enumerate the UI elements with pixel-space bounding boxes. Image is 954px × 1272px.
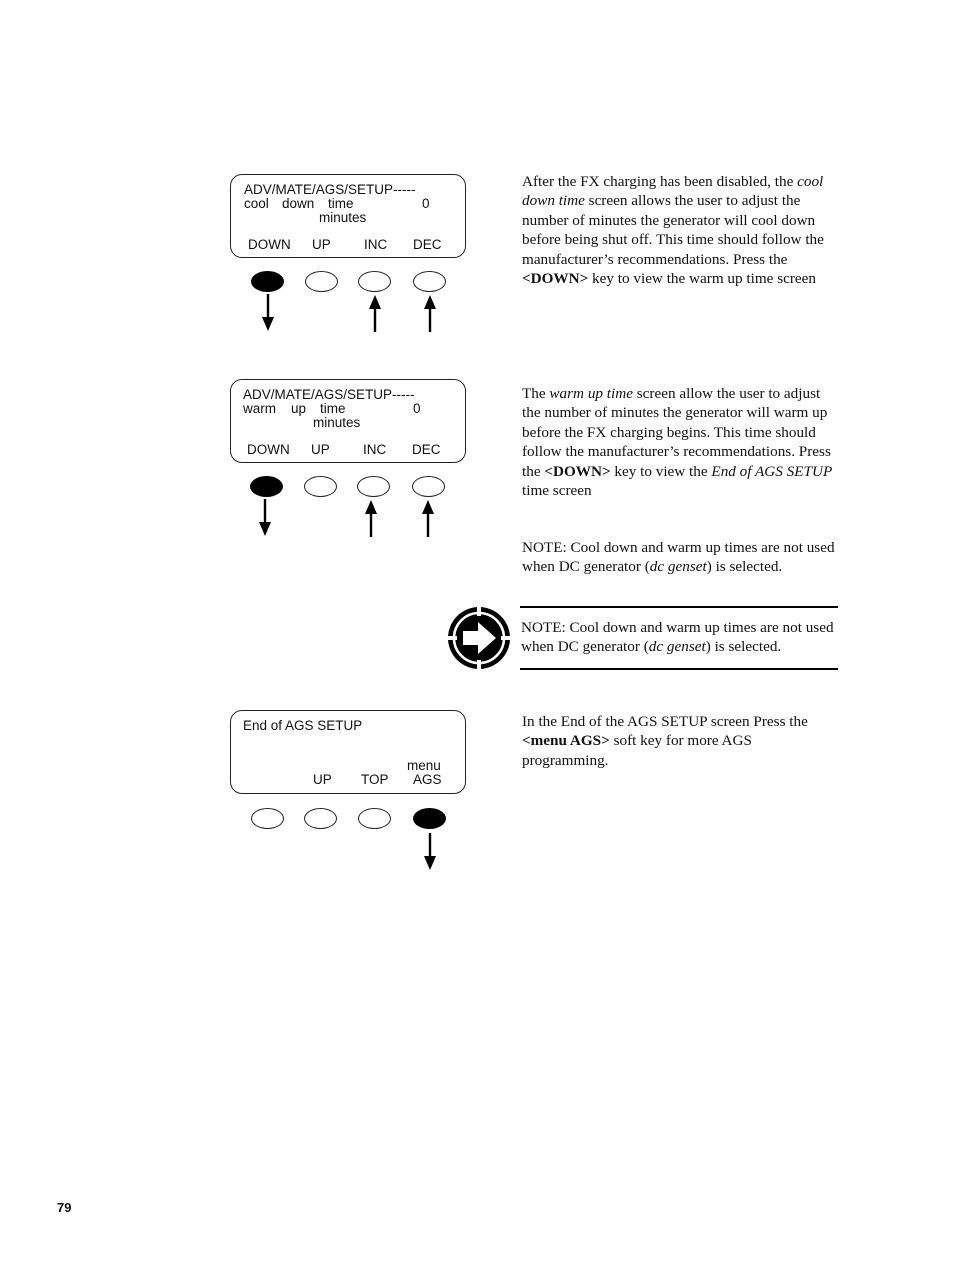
softkey-label-ags: AGS bbox=[413, 772, 442, 787]
text: After the FX charging has been disabled, the bbox=[522, 173, 798, 190]
down-arrow-icon bbox=[257, 498, 273, 538]
softkey-3[interactable] bbox=[357, 476, 390, 497]
softkey-2[interactable] bbox=[304, 476, 337, 497]
text: NOTE: Cool down and warm up times are not used when DC generator ( bbox=[522, 539, 835, 576]
softkey-label-down: DOWN bbox=[247, 442, 290, 457]
softkey-1-pressed[interactable] bbox=[250, 476, 283, 497]
softkey-2[interactable] bbox=[305, 271, 338, 292]
lcd-unit: minutes bbox=[319, 210, 367, 225]
term-warm-up-time: warm up time bbox=[549, 385, 633, 402]
softkey-4-pressed[interactable] bbox=[413, 808, 446, 829]
text: In the End of the AGS SETUP screen Press the bbox=[522, 713, 808, 730]
key-down: <DOWN> bbox=[522, 270, 589, 288]
text: time screen bbox=[522, 482, 592, 500]
text: NOTE: Cool down and warm up times are not used when DC generator ( bbox=[521, 619, 834, 656]
lcd-screen-warm-up bbox=[230, 379, 466, 463]
text: key to view the bbox=[610, 462, 712, 480]
softkey-row-2 bbox=[230, 476, 470, 546]
up-arrow-icon bbox=[420, 498, 436, 538]
note-paragraph bbox=[522, 538, 842, 577]
softkey-3[interactable] bbox=[358, 808, 391, 829]
softkey-label-menu: menu bbox=[407, 758, 441, 773]
term-dc-genset: dc genset bbox=[649, 558, 707, 576]
note-rule-top bbox=[520, 606, 838, 608]
softkey-1-pressed[interactable] bbox=[251, 271, 284, 292]
text: ) is selected. bbox=[706, 558, 783, 576]
note-boxed-paragraph bbox=[521, 618, 841, 657]
term-dc-genset: dc genset bbox=[648, 638, 706, 656]
up-arrow-icon bbox=[367, 293, 383, 333]
paragraph-end-of-ags-setup bbox=[522, 712, 812, 770]
softkey-label-dec: DEC bbox=[412, 442, 441, 457]
text: key to view the warm up time screen bbox=[588, 270, 816, 288]
lcd-line-path: ADV/MATE/AGS/SETUP----- bbox=[243, 387, 415, 402]
down-arrow-icon bbox=[260, 293, 276, 333]
softkey-label-inc: INC bbox=[363, 442, 387, 457]
lcd-screen-end-of-ags-setup bbox=[230, 710, 466, 794]
lcd-line-title: End of AGS SETUP bbox=[243, 718, 363, 733]
softkey-4[interactable] bbox=[413, 271, 446, 292]
up-arrow-icon bbox=[422, 293, 438, 333]
text: ) is selected. bbox=[705, 638, 782, 656]
lcd-word-time: time bbox=[320, 401, 346, 416]
up-arrow-icon bbox=[363, 498, 379, 538]
softkey-label-up: UP bbox=[312, 237, 331, 252]
note-rule-bottom bbox=[520, 668, 838, 670]
text: soft key for more AGS programming. bbox=[522, 732, 752, 769]
lcd-screen-cool-down bbox=[230, 174, 466, 258]
key-menu-ags: <menu AGS> bbox=[522, 732, 610, 750]
softkey-label-inc: INC bbox=[364, 237, 388, 252]
lcd-word-cool: cool bbox=[244, 196, 269, 211]
softkey-label-top: TOP bbox=[361, 772, 389, 787]
softkey-label-down: DOWN bbox=[248, 237, 291, 252]
softkey-row-1 bbox=[230, 271, 470, 341]
softkey-2[interactable] bbox=[304, 808, 337, 829]
lcd-word-down: down bbox=[282, 196, 315, 211]
softkey-label-up: UP bbox=[311, 442, 330, 457]
lcd-word-time: time bbox=[328, 196, 354, 211]
note-arrow-icon bbox=[447, 606, 511, 670]
down-arrow-icon bbox=[422, 832, 438, 872]
softkey-3[interactable] bbox=[358, 271, 391, 292]
softkey-label-dec: DEC bbox=[413, 237, 442, 252]
softkey-4[interactable] bbox=[412, 476, 445, 497]
lcd-value: 0 bbox=[422, 196, 430, 211]
paragraph-warm-up bbox=[522, 384, 842, 500]
key-down: <DOWN> bbox=[544, 462, 611, 480]
softkey-row-3 bbox=[230, 808, 470, 878]
lcd-unit: minutes bbox=[313, 415, 361, 430]
lcd-word-warm: warm bbox=[243, 401, 276, 416]
paragraph-cool-down bbox=[522, 172, 842, 288]
page-number: 79 bbox=[57, 1200, 72, 1215]
term-end-of-ags-setup: End of AGS SETUP bbox=[711, 462, 833, 480]
lcd-word-up: up bbox=[291, 401, 307, 416]
softkey-label-up: UP bbox=[313, 772, 332, 787]
lcd-value: 0 bbox=[413, 401, 421, 416]
lcd-line-path: ADV/MATE/AGS/SETUP----- bbox=[244, 182, 416, 197]
softkey-1[interactable] bbox=[251, 808, 284, 829]
text: screen allows the user to adjust the number of minutes the generator will cool down before being shut off. This time should follow the manufacturer’s recommendations. Press the bbox=[522, 192, 824, 268]
text: The bbox=[522, 385, 550, 402]
text: screen allow the user to adjust the number of minutes the generator will warm up before the FX charging begins. This time should follow the manufacturer’s recommendations. Press the bbox=[522, 385, 831, 480]
term-cool-down-time: cool down time bbox=[522, 173, 824, 210]
